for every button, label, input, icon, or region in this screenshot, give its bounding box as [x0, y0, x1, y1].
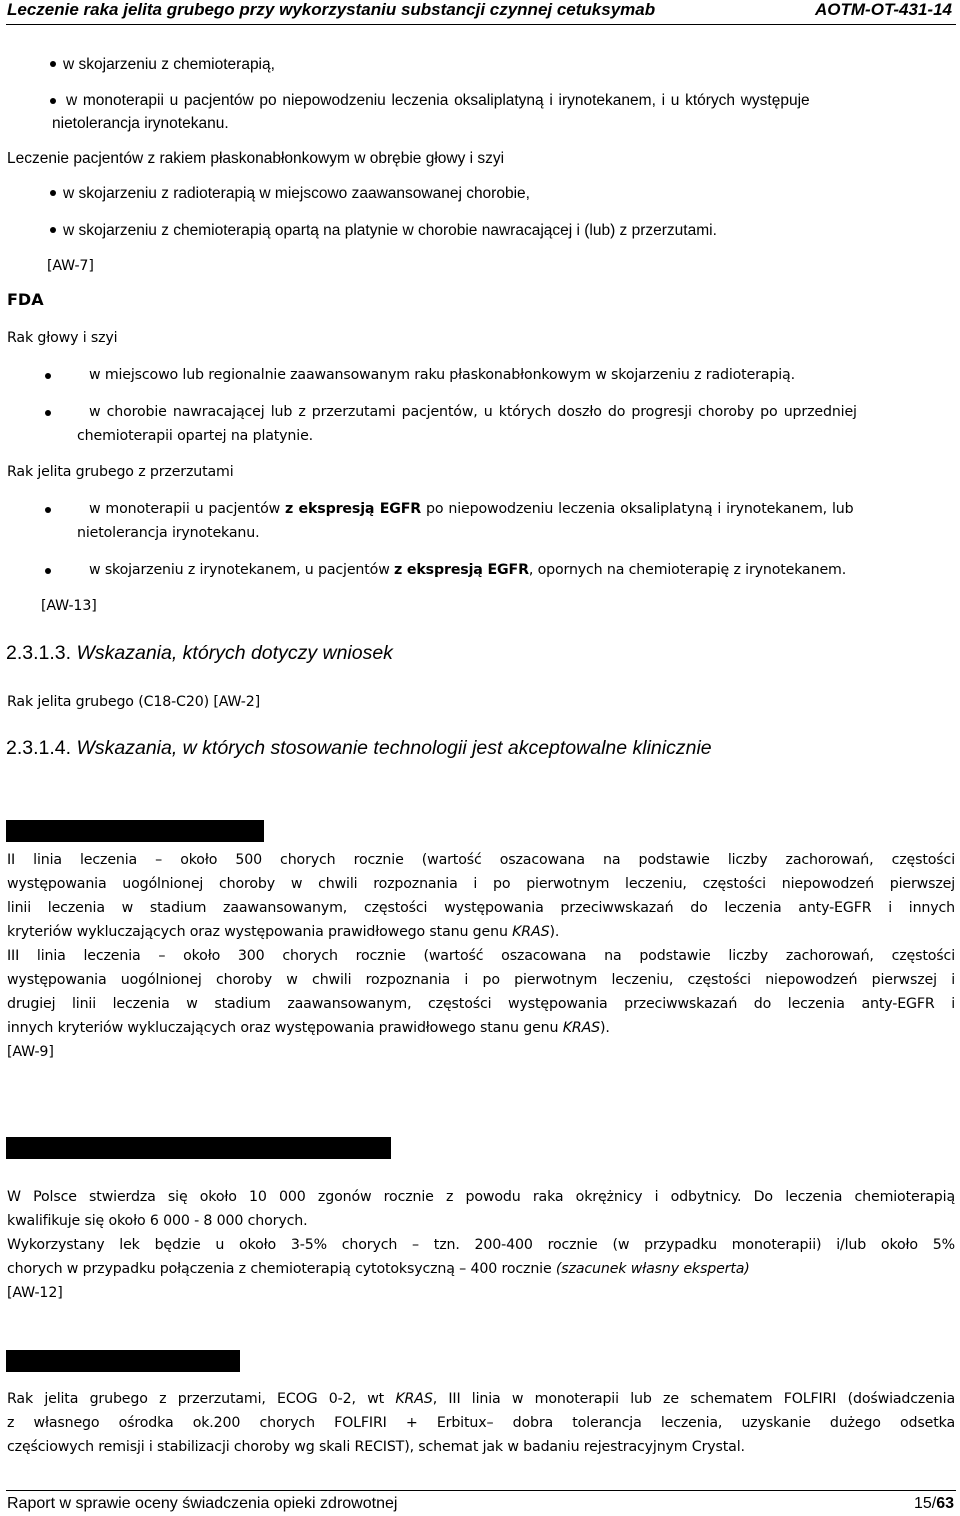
page-total: 63	[936, 1495, 954, 1512]
list-item	[89, 497, 853, 521]
page-number	[914, 1495, 954, 1513]
text-line: linii leczenia w stadium zaawansowanym, częstości występowania przeciwwskazań do leczenia anty-EGFR i innych	[7, 900, 955, 916]
text-line	[7, 920, 955, 944]
section-heading-2313	[6, 642, 393, 665]
text-line: W Polsce stwierdza się około 10 000 zgonów rocznie z powodu raka okrężnicy i odbytnicy. Do leczenia chemioterapią	[7, 1189, 955, 1205]
text-line: drugiej linii leczenia w stadium zaawansowanym, częstości występowania przeciwwskazań do leczenia anty-EGFR i	[7, 996, 955, 1012]
header-title: Leczenie raka jelita grubego przy wykorzystaniu substancji czynnej cetuksymab	[7, 0, 656, 19]
italic-span: KRAS	[395, 1391, 433, 1407]
paragraph-experience	[7, 1387, 955, 1459]
text-span: kryteriów wykluczających oraz występowania prawidłowego stanu genu	[7, 924, 513, 940]
redacted-block	[6, 1350, 240, 1372]
text-span: innych kryteriów wykluczających oraz występowania prawidłowego stanu genu	[7, 1020, 563, 1036]
list-item: w chorobie nawracającej lub z przerzutami pacjentów, u których doszło do progresji choroby po uprzedniej	[89, 404, 857, 420]
page-separator: /	[931, 1495, 937, 1512]
fda-label: FDA	[7, 290, 44, 309]
list-item: w skojarzeniu z chemioterapią opartą na platynie w chorobie nawracającej i (lub) z przerzutami.	[63, 222, 717, 239]
section-number: 2.3.1.3.	[6, 642, 72, 664]
reference-aw7: [AW-7]	[47, 258, 94, 274]
list-item: w monoterapii u pacjentów po niepowodzeniu leczenia oksaliplatyną i irynotekanem, i u których występuje	[66, 92, 810, 109]
list-item: w miejscowo lub regionalnie zaawansowanym raku płaskonabłonkowym w skojarzeniu z radioterapią.	[89, 367, 795, 383]
text-span: ).	[600, 1020, 610, 1036]
text-span: ).	[549, 924, 560, 940]
reference-aw9: [AW-9]	[7, 1044, 54, 1060]
bold-span: z ekspresją EGFR	[394, 562, 529, 578]
bullet-icon	[45, 373, 51, 379]
italic-span: KRAS	[562, 1020, 600, 1036]
list-item: w skojarzeniu z radioterapią w miejscowo zaawansowanej chorobie,	[63, 185, 530, 202]
bullet-icon	[45, 507, 51, 513]
bullet-icon	[50, 190, 56, 196]
section-number: 2.3.1.4.	[6, 737, 72, 759]
bullet-icon	[45, 410, 51, 416]
section-title: Wskazania, których dotyczy wniosek	[76, 642, 393, 664]
text-span: w monoterapii u pacjentów	[89, 501, 286, 517]
footer-divider	[6, 1490, 956, 1491]
reference-aw12: [AW-12]	[7, 1285, 63, 1301]
text-line	[7, 1016, 955, 1040]
text-line: z własnego ośrodka ok.200 chorych FOLFIRI + Erbitux– dobra tolerancja leczenia, uzyskanie dużego odsetka	[7, 1415, 955, 1431]
footer-title: Raport w sprawie oceny świadczenia opieki zdrowotnej	[7, 1495, 398, 1512]
reference-aw13: [AW-13]	[41, 598, 97, 614]
text-line: Wykorzystany lek będzie u około 3-5% chorych – tzn. 200-400 rocznie (w przypadku monoterapii) i/lub około 5%	[7, 1237, 955, 1253]
header-divider	[6, 24, 956, 25]
text-line: III linia leczenia – około 300 chorych rocznie (wartość oszacowana na podstawie liczby zachorowań, częstości	[7, 948, 955, 964]
text-line: częściowych remisji i stabilizacji choroby wg skali RECIST), schemat jak w badaniu rejestracyjnym Crystal.	[7, 1439, 745, 1455]
fda-crc-heading: Rak jelita grubego z przerzutami	[7, 464, 234, 480]
head-neck-heading: Leczenie pacjentów z rakiem płaskonabłonkowym w obrębie głowy i szyi	[7, 150, 505, 167]
italic-span: KRAS	[512, 924, 550, 940]
section-heading-2314	[6, 737, 712, 760]
page-header	[0, 0, 960, 22]
text-span: w skojarzeniu z irynotekanem, u pacjentów	[89, 562, 395, 578]
fda-head-neck-heading: Rak głowy i szyi	[7, 330, 118, 346]
italic-span: (szacunek własny eksperta)	[555, 1261, 750, 1277]
section-2313-text: Rak jelita grubego (C18-C20) [AW-2]	[7, 694, 261, 710]
list-item-continuation: nietolerancja irynotekanu.	[77, 525, 260, 541]
text-line	[7, 1257, 955, 1281]
bullet-icon	[50, 98, 56, 104]
page-current: 15	[913, 1495, 932, 1512]
text-span: , III linia w monoterapii lub ze schematem FOLFIRI (doświadczenia	[432, 1391, 955, 1407]
bold-span: z ekspresją EGFR	[285, 501, 422, 517]
header-code: AOTM-OT-431-14	[815, 0, 952, 19]
bullet-icon	[50, 61, 56, 67]
text-span: chorych w przypadku połączenia z chemioterapią cytotoksyczną – 400 rocznie	[7, 1261, 556, 1277]
redacted-block	[6, 820, 264, 842]
text-line: występowania uogólnionej choroby w chwili rozpoznania i po pierwotnym leczeniu, częstości niepowodzeń pierwszej i	[7, 972, 955, 988]
bullet-icon	[50, 227, 56, 233]
text-line: występowania uogólnionej choroby w chwili rozpoznania i po pierwotnym leczeniu, częstości niepowodzeń pierwszej	[7, 876, 955, 892]
list-item	[89, 558, 846, 582]
list-item-continuation: nietolerancja irynotekanu.	[52, 115, 229, 132]
text-line	[7, 1387, 955, 1411]
paragraph-estimates	[7, 848, 955, 1064]
paragraph-poland	[7, 1185, 955, 1305]
section-title: Wskazania, w których stosowanie technologii jest akceptowalne klinicznie	[76, 737, 712, 759]
text-span: , opornych na chemioterapię z irynotekanem.	[528, 562, 847, 578]
text-span: po niepowodzeniu leczenia oksaliplatyną i irynotekanem, lub	[421, 501, 854, 517]
text-line: II linia leczenia – około 500 chorych rocznie (wartość oszacowana na podstawie liczby zachorowań, częstości	[7, 852, 955, 868]
text-span: Rak jelita grubego z przerzutami, ECOG 0-2, wt	[7, 1391, 396, 1407]
redacted-block	[6, 1137, 391, 1159]
list-item-continuation: chemioterapii opartej na platynie.	[77, 428, 314, 444]
text-line: kwalifikuje się około 6 000 - 8 000 chorych.	[7, 1213, 308, 1229]
bullet-icon	[45, 568, 51, 574]
list-item: w skojarzeniu z chemioterapią,	[63, 56, 275, 73]
